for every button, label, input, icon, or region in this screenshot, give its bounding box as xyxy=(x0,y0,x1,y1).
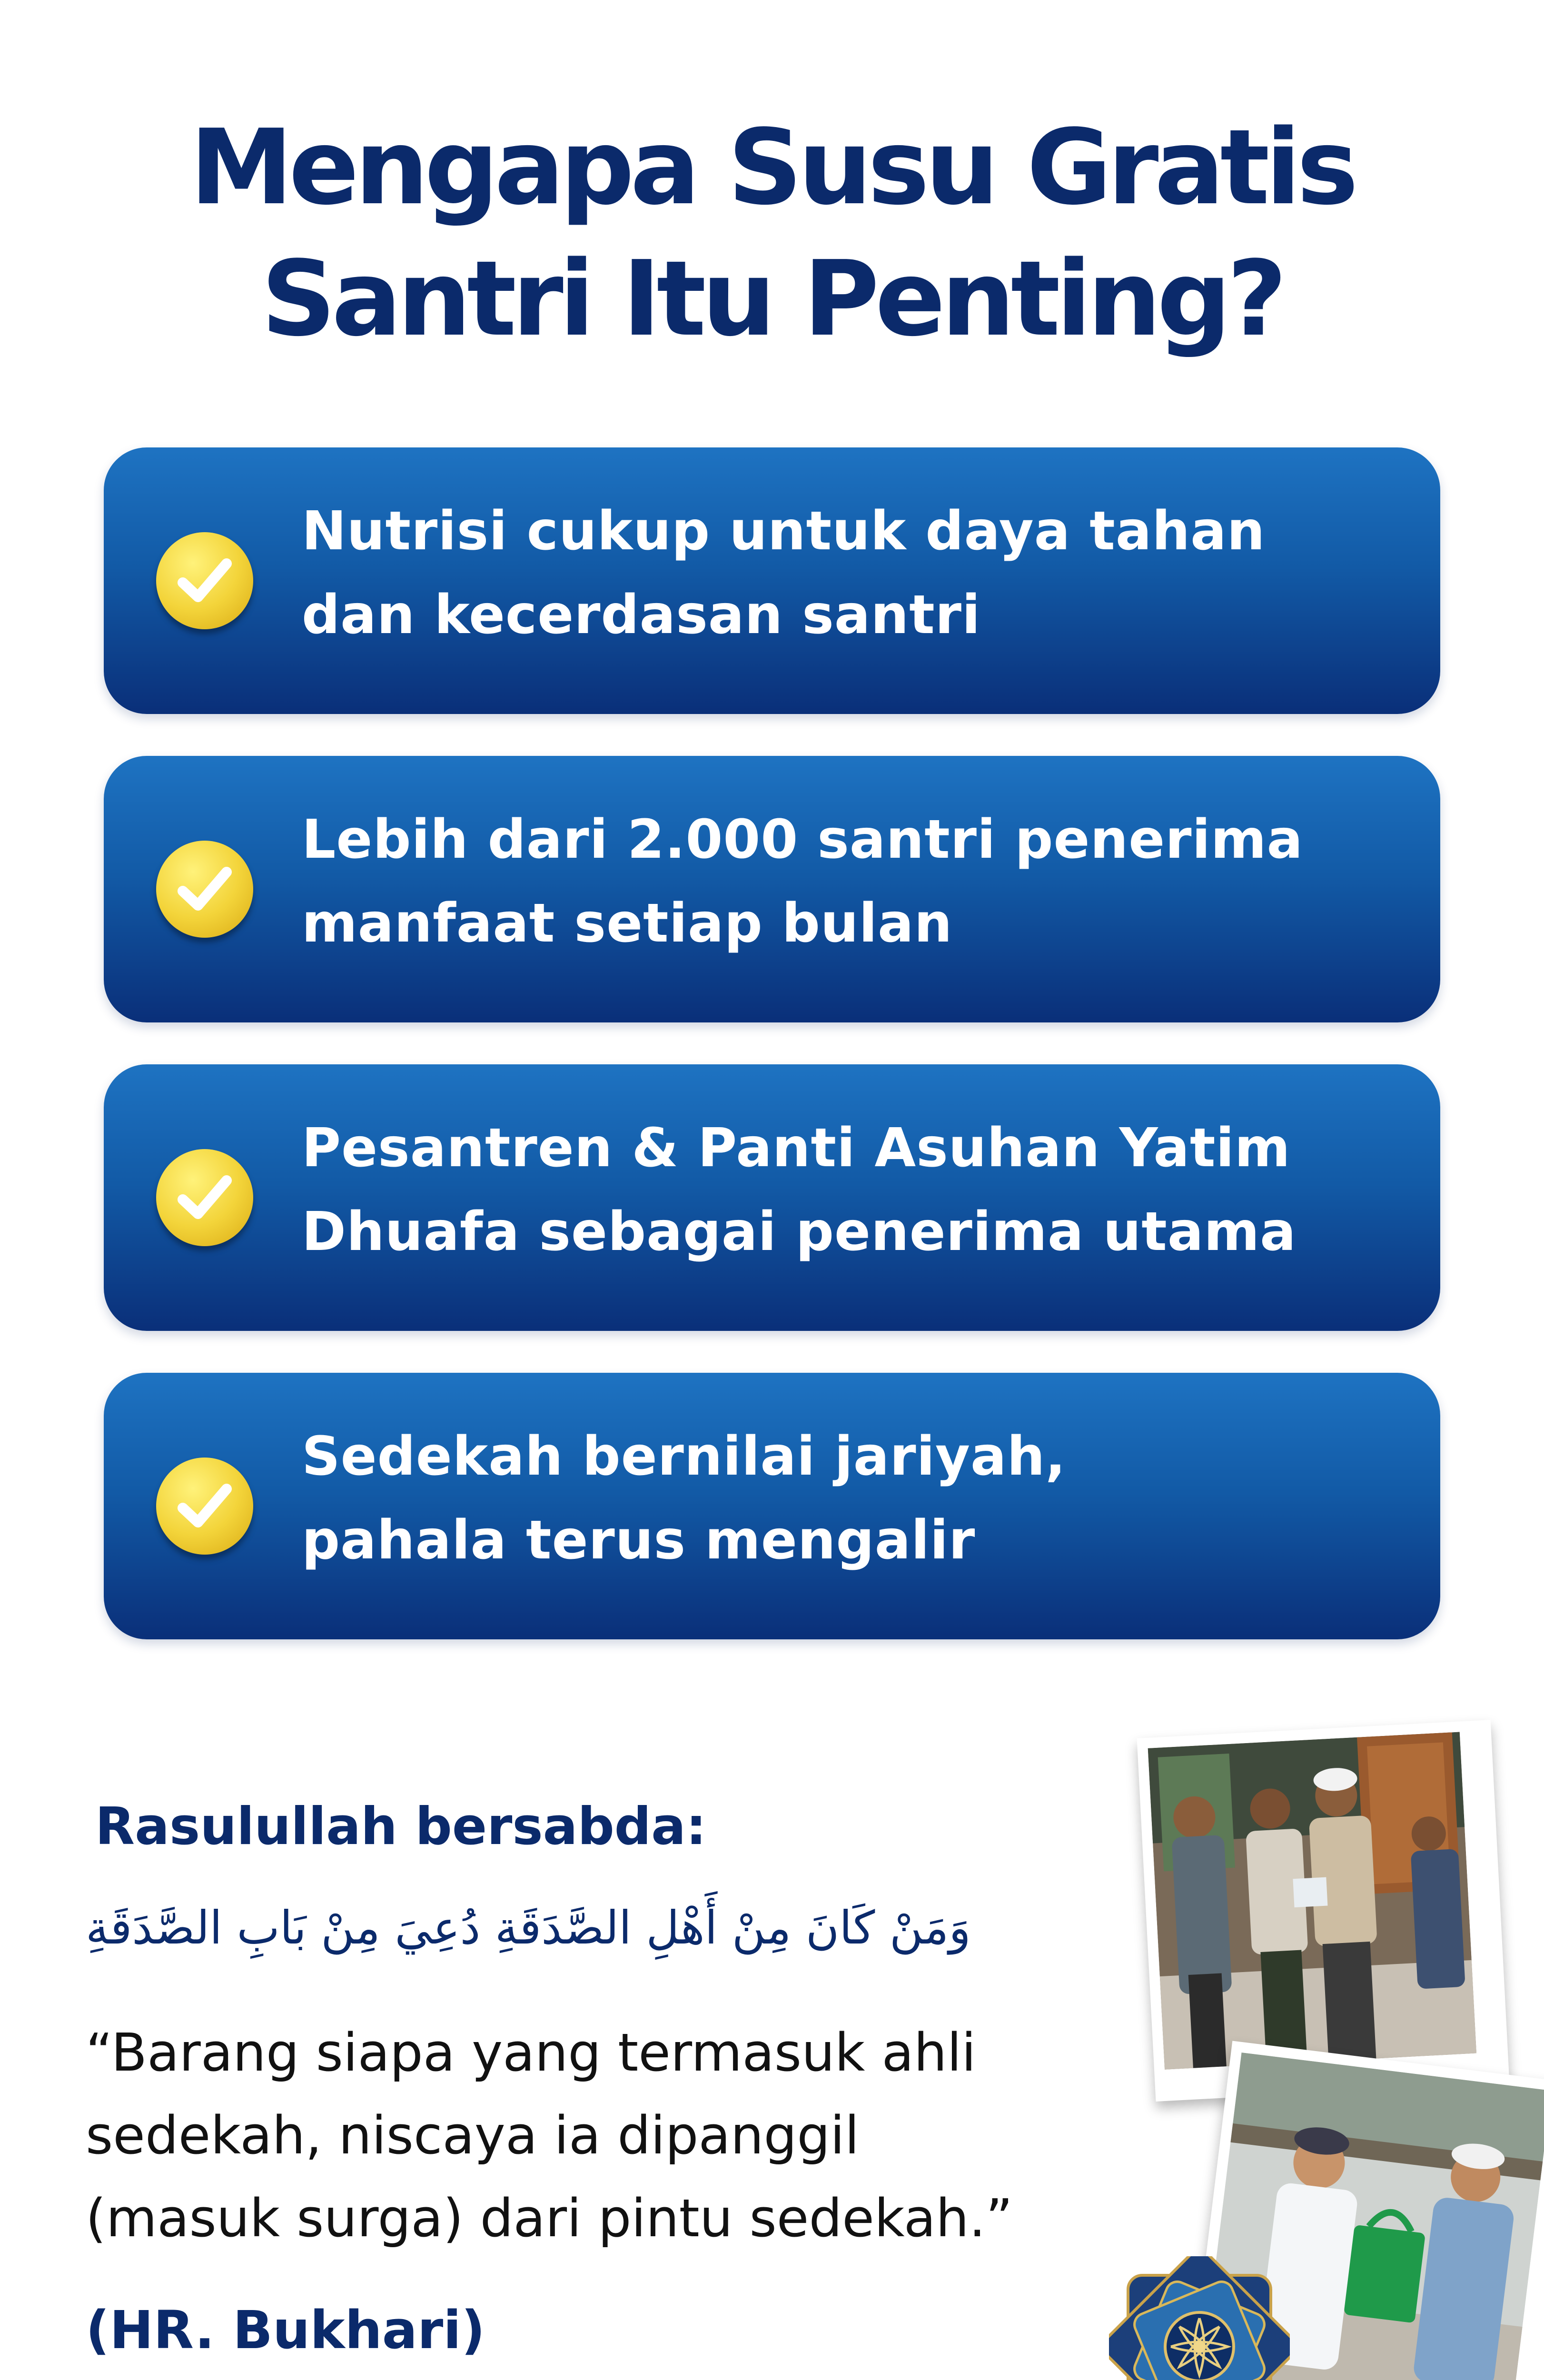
hadith-source: (HR. Bukhari) xyxy=(86,2300,485,2360)
benefit-text xyxy=(302,1106,1415,1274)
benefit-line-1: Sedekah bernilai jariyah, xyxy=(302,1426,1066,1488)
page-title-line-1: Mengapa Susu Gratis xyxy=(189,108,1355,228)
page-title-line-2: Santri Itu Penting? xyxy=(261,239,1283,359)
benefit-card-3 xyxy=(104,1064,1440,1331)
benefit-text xyxy=(302,489,1415,657)
check-circle-icon xyxy=(156,1458,253,1555)
benefit-line-1: Nutrisi cukup untuk daya tahan xyxy=(302,500,1266,562)
check-circle-icon xyxy=(156,841,253,938)
benefit-line-1: Lebih dari 2.000 santri penerima xyxy=(302,809,1304,871)
benefit-text xyxy=(302,1415,1415,1582)
translation-line-2: sedekah, niscaya ia dipanggil xyxy=(86,2105,860,2166)
check-circle-icon xyxy=(156,532,253,629)
photo-milk-handover-indoor xyxy=(1137,1720,1510,2102)
hadith-translation xyxy=(86,2011,1013,2260)
check-circle-icon xyxy=(156,1149,253,1246)
benefit-card-2 xyxy=(104,756,1440,1022)
benefit-line-1: Pesantren & Panti Asuhan Yatim xyxy=(302,1117,1291,1179)
benefit-card-1 xyxy=(104,447,1440,714)
hadith-arabic-text: وَمَنْ كَانَ مِنْ أَهْلِ الصَّدَقَةِ دُعِيَ مِنْ بَابِ الصَّدَقَةِ xyxy=(86,1901,971,1954)
translation-line-1: “Barang siapa yang termasuk ahli xyxy=(86,2022,976,2083)
benefit-line-2: dan kecerdasan santri xyxy=(302,584,981,646)
page-title xyxy=(0,102,1544,365)
benefit-line-2: pahala terus mengalir xyxy=(302,1509,976,1571)
benefit-line-2: Dhuafa sebagai penerima utama xyxy=(302,1201,1297,1263)
benefit-line-2: manfaat setiap bulan xyxy=(302,892,953,954)
translation-line-3: (masuk surga) dari pintu sedekah.” xyxy=(86,2188,1013,2249)
benefit-text xyxy=(302,798,1415,965)
hadith-heading: Rasulullah bersabda: xyxy=(95,1797,707,1856)
islamic-star-emblem-icon xyxy=(1109,2256,1290,2380)
benefit-card-4 xyxy=(104,1373,1440,1639)
